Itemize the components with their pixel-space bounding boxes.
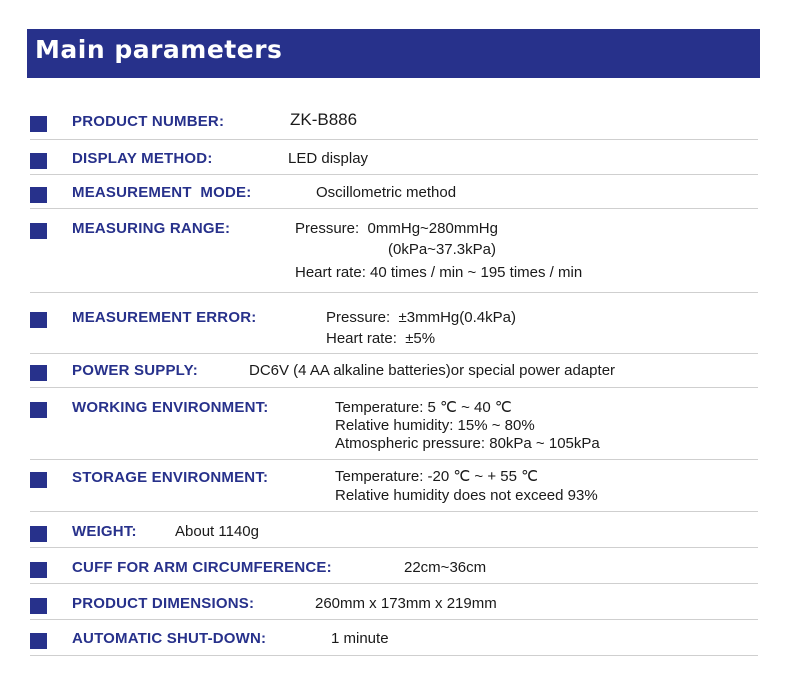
- row-divider: [30, 459, 758, 460]
- square-bullet-icon: [30, 598, 47, 614]
- param-value: DC6V (4 AA alkaline batteries)or special power adapter: [249, 362, 616, 379]
- param-label: AUTOMATIC SHUT-DOWN:: [72, 630, 267, 647]
- param-value: ZK-B886: [290, 110, 358, 129]
- param-label: DISPLAY METHOD:: [72, 150, 213, 167]
- param-value-line: Relative humidity: 15% ~ 80%: [335, 417, 535, 434]
- param-value-line: Atmospheric pressure: 80kPa ~ 105kPa: [335, 435, 600, 452]
- param-value: 1 minute: [331, 630, 389, 647]
- row-divider: [30, 655, 758, 656]
- square-bullet-icon: [30, 223, 47, 239]
- row-divider: [30, 547, 758, 548]
- param-label: MEASUREMENT MODE:: [72, 184, 252, 201]
- param-value: LED display: [288, 150, 369, 167]
- square-bullet-icon: [30, 187, 47, 203]
- square-bullet-icon: [30, 472, 47, 488]
- row-divider: [30, 174, 758, 175]
- param-value: 22cm~36cm: [404, 559, 487, 576]
- param-value-line: Relative humidity does not exceed 93%: [335, 487, 598, 504]
- param-value-line: Heart rate: ±5%: [326, 330, 436, 347]
- param-label: MEASUREMENT ERROR:: [72, 309, 257, 326]
- row-divider: [30, 208, 758, 209]
- row-divider: [30, 619, 758, 620]
- square-bullet-icon: [30, 153, 47, 169]
- row-divider: [30, 511, 758, 512]
- param-label: PRODUCT NUMBER:: [72, 113, 225, 130]
- square-bullet-icon: [30, 365, 47, 381]
- row-divider: [30, 583, 758, 584]
- row-divider: [30, 353, 758, 354]
- row-divider: [30, 292, 758, 293]
- square-bullet-icon: [30, 402, 47, 418]
- param-value: 260mm x 173mm x 219mm: [315, 595, 497, 612]
- page-title: Main parameters: [35, 35, 283, 64]
- param-value-line: Pressure: 0mmHg~280mmHg: [295, 220, 498, 237]
- param-label: MEASURING RANGE:: [72, 220, 231, 237]
- square-bullet-icon: [30, 562, 47, 578]
- param-label: WORKING ENVIRONMENT:: [72, 399, 269, 416]
- param-value: About 1140g: [175, 523, 259, 540]
- row-divider: [30, 139, 758, 140]
- row-divider: [30, 387, 758, 388]
- square-bullet-icon: [30, 526, 47, 542]
- square-bullet-icon: [30, 116, 47, 132]
- param-label: CUFF FOR ARM CIRCUMFERENCE:: [72, 559, 332, 576]
- param-value-line: Temperature: 5 ℃ ~ 40 ℃: [335, 399, 512, 416]
- param-value-line: (0kPa~37.3kPa): [388, 241, 496, 258]
- param-label: WEIGHT:: [72, 523, 137, 540]
- square-bullet-icon: [30, 633, 47, 649]
- param-label: PRODUCT DIMENSIONS:: [72, 595, 255, 612]
- param-value-line: Heart rate: 40 times / min ~ 195 times / min: [295, 264, 583, 281]
- param-label: POWER SUPPLY:: [72, 362, 198, 379]
- param-value: Oscillometric method: [316, 184, 457, 201]
- title-banner: [27, 29, 760, 78]
- param-value-line: Temperature: -20 ℃ ~ + 55 ℃: [335, 468, 538, 485]
- param-value-line: Pressure: ±3mmHg(0.4kPa): [326, 309, 516, 326]
- square-bullet-icon: [30, 312, 47, 328]
- param-label: STORAGE ENVIRONMENT:: [72, 469, 269, 486]
